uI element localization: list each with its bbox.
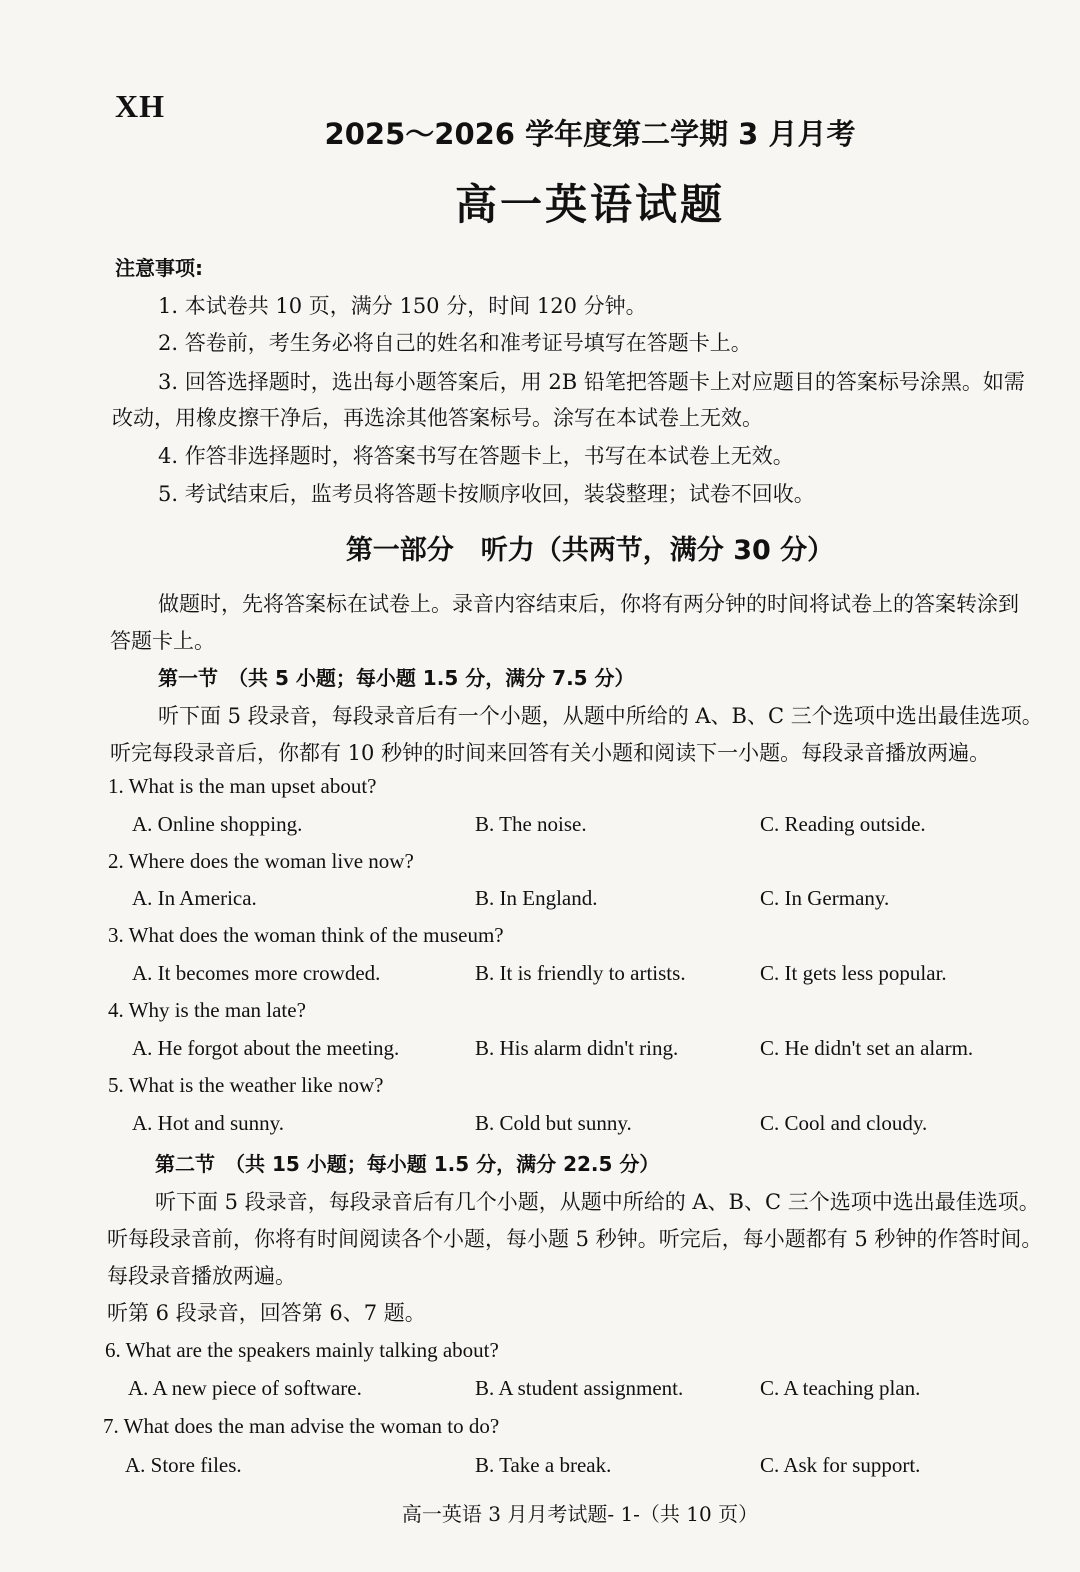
option-c: C. He didn't set an alarm.	[760, 1036, 974, 1060]
option-a: A. It becomes more crowded.	[132, 961, 381, 985]
question-2: 2. Where does the woman live now?	[108, 849, 414, 873]
section1-instruction: 听完每段录音后，你都有 10 秒钟的时间来回答有关小题和阅读下一小题。每段录音播放两遍。	[110, 741, 991, 765]
page-footer: 高一英语 3 月月考试题- 1-（共 10 页）	[401, 1502, 759, 1526]
option-c: C. Cool and cloudy.	[760, 1111, 928, 1135]
group-note: 听第 6 段录音，回答第 6、7 题。	[107, 1301, 426, 1325]
notice-heading: 注意事项:	[115, 256, 203, 280]
part1-intro: 做题时，先将答案标在试卷上。录音内容结束后，你将有两分钟的时间将试卷上的答案转涂到	[158, 592, 1019, 616]
option-b: B. The noise.	[475, 812, 587, 836]
option-c: C. In Germany.	[760, 886, 890, 910]
question-5: 5. What is the weather like now?	[108, 1073, 384, 1097]
notice-item: 2. 答卷前，考生务必将自己的姓名和准考证号填写在答题卡上。	[158, 331, 752, 355]
section2-instruction: 每段录音播放两遍。	[107, 1264, 296, 1288]
option-b: B. His alarm didn't ring.	[475, 1036, 679, 1060]
question-4: 4. Why is the man late?	[108, 998, 306, 1022]
option-a: A. In America.	[132, 886, 257, 910]
section2-heading: 第二节 （共 15 小题；每小题 1.5 分，满分 22.5 分）	[155, 1152, 660, 1176]
section2-instruction: 听下面 5 段录音，每段录音后有几个小题，从题中所给的 A、B、C 三个选项中选出最佳选项。	[155, 1190, 1040, 1214]
notice-item: 5. 考试结束后，监考员将答题卡按顺序收回，装袋整理；试卷不回收。	[158, 482, 815, 506]
option-b: B. A student assignment.	[475, 1376, 684, 1400]
part1-title: 第一部分 听力（共两节，满分 30 分）	[345, 535, 835, 566]
notice-item: 3. 回答选择题时，选出每小题答案后，用 2B 铅笔把答题卡上对应题目的答案标号涂黑。如需	[158, 370, 1025, 394]
option-a: A. Hot and sunny.	[132, 1111, 285, 1135]
option-a: A. Store files.	[125, 1453, 242, 1477]
question-7: 7. What does the man advise the woman to do?	[103, 1414, 500, 1438]
option-c: C. A teaching plan.	[760, 1376, 921, 1400]
exam-name: 2025～2026 学年度第二学期 3 月月考	[324, 117, 856, 151]
paper-code: XH	[115, 88, 165, 124]
page-title: 高一英语试题	[454, 180, 725, 229]
section1-heading: 第一节 （共 5 小题；每小题 1.5 分，满分 7.5 分）	[158, 666, 635, 690]
notice-item: 4. 作答非选择题时，将答案书写在答题卡上，书写在本试卷上无效。	[158, 444, 794, 468]
option-b: B. Cold but sunny.	[475, 1111, 632, 1135]
option-a: A. Online shopping.	[132, 812, 303, 836]
section1-instruction: 听下面 5 段录音，每段录音后有一个小题，从题中所给的 A、B、C 三个选项中选出最佳选项。	[158, 704, 1043, 728]
option-c: C. Ask for support.	[760, 1453, 921, 1477]
option-c: C. It gets less popular.	[760, 961, 947, 985]
option-c: C. Reading outside.	[760, 812, 926, 836]
option-b: B. In England.	[475, 886, 598, 910]
question-1: 1. What is the man upset about?	[108, 774, 377, 798]
option-a: A. A new piece of software.	[128, 1376, 362, 1400]
part1-intro: 答题卡上。	[110, 629, 215, 653]
section2-instruction: 听每段录音前，你将有时间阅读各个小题，每小题 5 秒钟。听完后，每小题都有 5 秒钟的作答时间。	[107, 1227, 1043, 1251]
question-6: 6. What are the speakers mainly talking about?	[105, 1338, 499, 1362]
option-b: B. Take a break.	[475, 1453, 612, 1477]
option-b: B. It is friendly to artists.	[475, 961, 686, 985]
option-a: A. He forgot about the meeting.	[132, 1036, 400, 1060]
notice-item: 改动，用橡皮擦干净后，再选涂其他答案标号。涂写在本试卷上无效。	[112, 406, 763, 430]
question-3: 3. What does the woman think of the museum?	[108, 923, 504, 947]
notice-item: 1. 本试卷共 10 页，满分 150 分，时间 120 分钟。	[158, 294, 647, 318]
